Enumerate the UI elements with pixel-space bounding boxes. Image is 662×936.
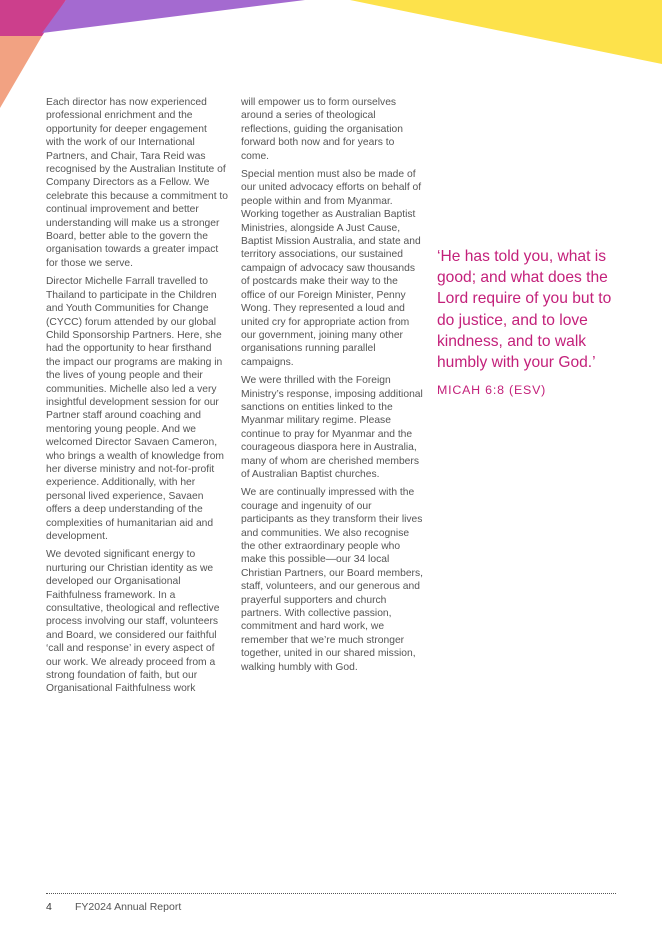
body-paragraph: Each director has now experienced professional enrichment and the opportunity for deeper engagement with the work of our International Partners, and Chair, Tara Reid was recognised by the Australian Institute of Company Directors as a Fellow. We celebrate this because a commitment to continual improvement and better understanding will make us a stronger Board, better able to the govern the organisation towards a greater impact for those we serve. <box>46 97 229 269</box>
body-paragraph: We devoted significant energy to nurturing our Christian identity as we developed our Organisational Faithfulness framework. In a consultative, theological and reflective process involving our staff, volunteers and Board, we considered our faithful ‘call and response’ in every aspect of our work. We already proceed from a strong foundation of faith, but our Organisational Faithfulness work <box>46 549 220 695</box>
page-number: 4 <box>46 901 52 913</box>
pull-quote <box>437 246 617 397</box>
body-paragraph: will empower us to form ourselves around a series of theological reflections, guiding the organisation forward both now and for years to come. <box>241 97 403 162</box>
body-paragraph: We are continually impressed with the courage and ingenuity of our participants as they transform their lives and communities. We also recognise the other extraordinary people who make this possible—our 34 local Christian Partners, our Board members, staff, volunteers, and our generous and prayerful supporters and church partners. With collective passion, commitment and hard work, we remember that we’re much stronger together, united in our shared mission, walking humbly with God. <box>241 487 423 673</box>
footer-divider <box>46 893 616 894</box>
text-column-middle <box>241 96 423 679</box>
body-paragraph: Special mention must also be made of our united advocacy efforts on behalf of people within and from Myanmar. Working together as Australian Baptist Ministries, alongside A Just Cause, Baptist Mission Australia, and state and territory associations, our sustained campaign of advocacy saw thousands of postcards make their way to the office of our Foreign Minister, Penny Wong. They represented a loud and united cry for appropriate action from our government, joining many other organisations running parallel campaigns. <box>241 169 422 368</box>
body-paragraph: Director Michelle Farrall travelled to Thailand to participate in the Children and Youth Communities for Change (CYCC) forum attended by our global Child Sponsorship Partners. Here, she had the opportunity to hear firsthand the impact our programs are making in the lives of young people and their communities. Michelle also led a very insightful development session for our Partner staff around coaching and mentoring young people. And we welcomed Director Savaen Cameron, who brings a wealth of knowledge from her diverse ministry and not-for-profit experience. Additionally, with her personal lived experience, Savaen offers a deep understanding of the complexities of humanitarian aid and development. <box>46 276 225 542</box>
body-paragraph: We were thrilled with the Foreign Ministry’s response, imposing additional sanctions on entities linked to the Myanmar military regime. Please continue to pray for Myanmar and the courageous diaspora here in Australia, many of whom are cherished members of Australian Baptist churches. <box>241 375 423 480</box>
text-column-left <box>46 96 228 701</box>
footer-title: FY2024 Annual Report <box>75 901 182 913</box>
pull-quote-reference: MICAH 6:8 (ESV) <box>437 383 547 398</box>
header-decoration <box>0 0 662 110</box>
violet-band-shape <box>42 0 305 33</box>
yellow-band-shape <box>350 0 662 64</box>
orange-band-shape <box>0 36 42 108</box>
pull-quote-text: ‘He has told you, what is good; and what does the Lord require of you but to do justice, and to love kindness, and to walk humbly with your God.’ <box>437 248 612 372</box>
